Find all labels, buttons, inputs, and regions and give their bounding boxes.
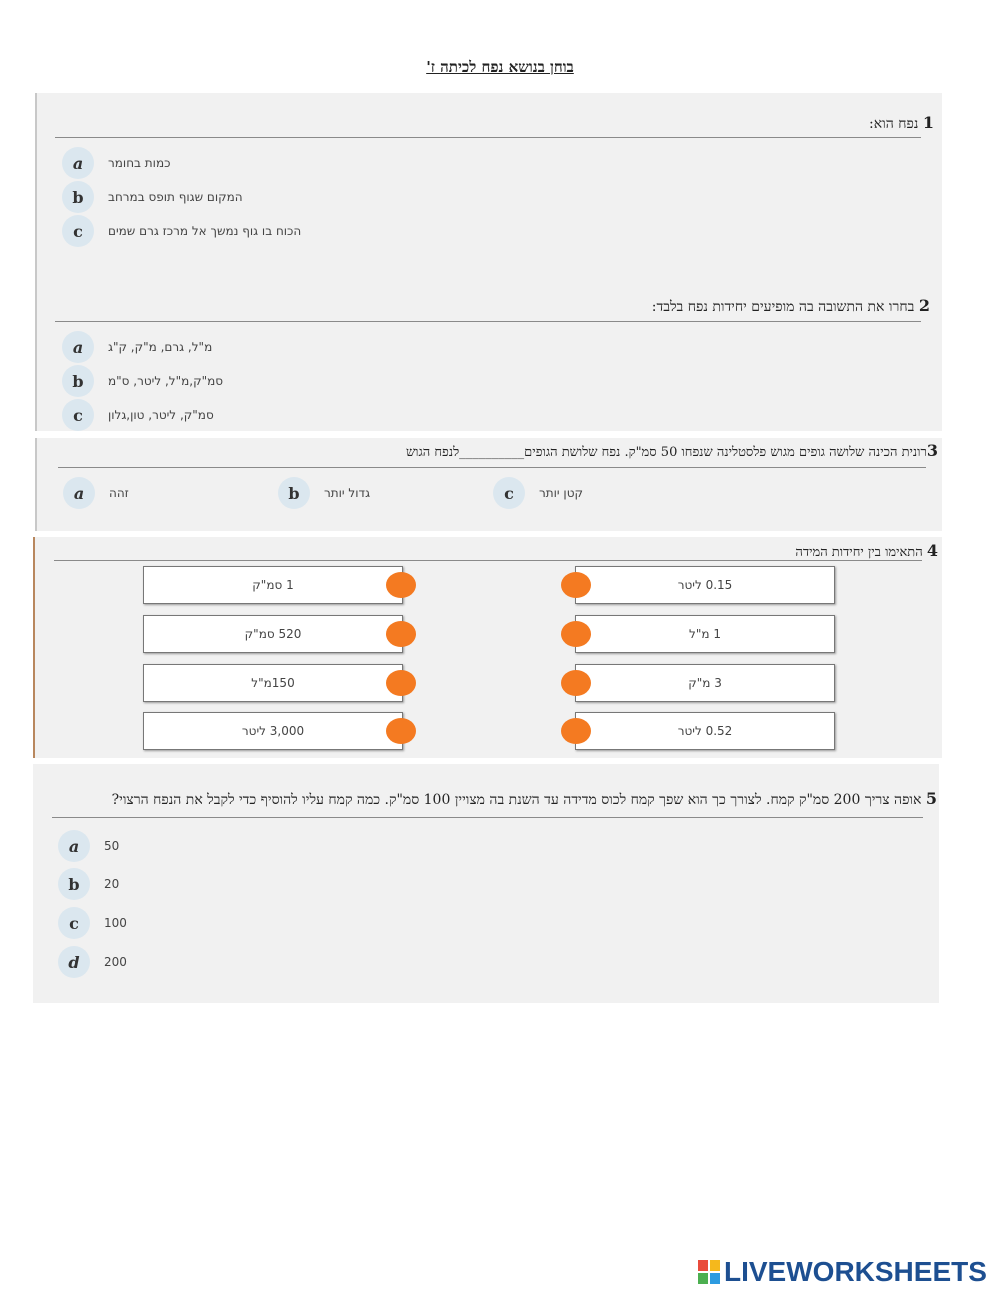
- q2-option-a-text[interactable]: מ"ל, גרם, מ"ק, ק"ג: [108, 340, 213, 354]
- q1-option-b-text[interactable]: המקום שגוף תופס במרחב: [108, 190, 243, 204]
- q3-divider: [58, 467, 926, 468]
- q5-option-b-text[interactable]: 20: [104, 877, 120, 891]
- q1-option-b-badge[interactable]: b: [62, 181, 94, 213]
- q4-right-connector-3[interactable]: [561, 670, 591, 696]
- q5-text: אופה צריך 200 סמ"ק קמח. לצורך כך הוא שפך קמח לכוס מדידה עד השנת בה מצויין 100 סמ"ק. כמה קמח עליו להוסיף כדי לקבל את הנפח הרצוי?: [111, 792, 922, 808]
- q2-number: 2: [918, 296, 930, 315]
- q4-left-connector-1[interactable]: [386, 572, 416, 598]
- q3-question: [406, 441, 938, 460]
- q4-right-item-2[interactable]: 1 מ"ל: [575, 615, 835, 653]
- q4-right-item-4[interactable]: 0.52 ליטר: [575, 712, 835, 750]
- q5-option-d-text[interactable]: 200: [104, 955, 127, 969]
- q2-text: בחרו את התשובה בה מופיעים יחידות נפח בלבד:: [651, 299, 915, 315]
- q3-text: רונית הכינה שלושה גופים מגוש פלסטלינה שנפחו 50 סמ"ק. נפח שלושת הגופים__________לנפח הגוש: [405, 445, 927, 460]
- liveworksheets-logo-text: LIVEWORKSHEETS: [724, 1256, 987, 1287]
- q3-option-a-text[interactable]: זהה: [109, 486, 129, 500]
- q4-right-item-3[interactable]: 3 מ"ק: [575, 664, 835, 702]
- q3-option-c-badge[interactable]: c: [493, 477, 525, 509]
- q4-left-connector-3[interactable]: [386, 670, 416, 696]
- q1-option-a-text[interactable]: כמות בחומר: [108, 156, 171, 170]
- q4-left-connector-4[interactable]: [386, 718, 416, 744]
- q1-text: נפח הוא:: [869, 116, 919, 132]
- q3-option-a-badge[interactable]: a: [63, 477, 95, 509]
- q5-option-c-badge[interactable]: c: [58, 907, 90, 939]
- q5-divider: [52, 817, 923, 818]
- q4-text: התאימו בין יחידות המידה: [795, 545, 923, 560]
- q2-option-b-badge[interactable]: b: [62, 365, 94, 397]
- q5-number: 5: [925, 789, 937, 808]
- q5-option-a-badge[interactable]: a: [58, 830, 90, 862]
- q3-option-b-text[interactable]: גדול יותר: [324, 486, 371, 500]
- q5-option-c-text[interactable]: 100: [104, 916, 127, 930]
- q2-question: [652, 296, 930, 316]
- q2-divider: [55, 321, 921, 322]
- q2-option-c-text[interactable]: סמ"ק, ליטר, טון,גלון: [108, 408, 214, 422]
- q1-number: 1: [922, 113, 934, 132]
- q2-option-c-badge[interactable]: c: [62, 399, 94, 431]
- q4-right-connector-1[interactable]: [561, 572, 591, 598]
- q5-question: [112, 789, 937, 809]
- q1-option-c-text[interactable]: הכוח בו גוף נמשך אל מרכז גרם שמים: [108, 224, 302, 238]
- q4-right-connector-4[interactable]: [561, 718, 591, 744]
- q1-option-a-badge[interactable]: a: [62, 147, 94, 179]
- q5-option-d-badge[interactable]: d: [58, 946, 90, 978]
- q4-number: 4: [926, 541, 938, 560]
- q2-option-b-text[interactable]: סמ"ק,מ"ל, ליטר, ס"מ: [108, 374, 224, 388]
- q4-left-item-3[interactable]: 150מ"ל: [143, 664, 403, 702]
- q5-option-a-text[interactable]: 50: [104, 839, 120, 853]
- q1-question: [869, 113, 934, 133]
- q4-left-connector-2[interactable]: [386, 621, 416, 647]
- q4-right-connector-2[interactable]: [561, 621, 591, 647]
- q5-option-b-badge[interactable]: b: [58, 868, 90, 900]
- q2-option-a-badge[interactable]: a: [62, 331, 94, 363]
- q4-question: [795, 541, 938, 560]
- q4-left-item-4[interactable]: 3,000 ליטר: [143, 712, 403, 750]
- q1-divider: [55, 137, 921, 138]
- q4-left-item-1[interactable]: 1 סמ"ק: [143, 566, 403, 604]
- q4-left-item-2[interactable]: 520 סמ"ק: [143, 615, 403, 653]
- liveworksheets-logo-icon: [698, 1260, 720, 1284]
- liveworksheets-logo[interactable]: [698, 1256, 987, 1288]
- q4-right-item-1[interactable]: 0.15 ליטר: [575, 566, 835, 604]
- q3-option-b-badge[interactable]: b: [278, 477, 310, 509]
- q3-number: 3: [926, 441, 938, 460]
- page-title: בוחן בנושא נפח לכיתה ז': [426, 58, 574, 76]
- q1-option-c-badge[interactable]: c: [62, 215, 94, 247]
- q4-divider: [54, 560, 922, 561]
- q3-option-c-text[interactable]: קטן יותר: [539, 486, 583, 500]
